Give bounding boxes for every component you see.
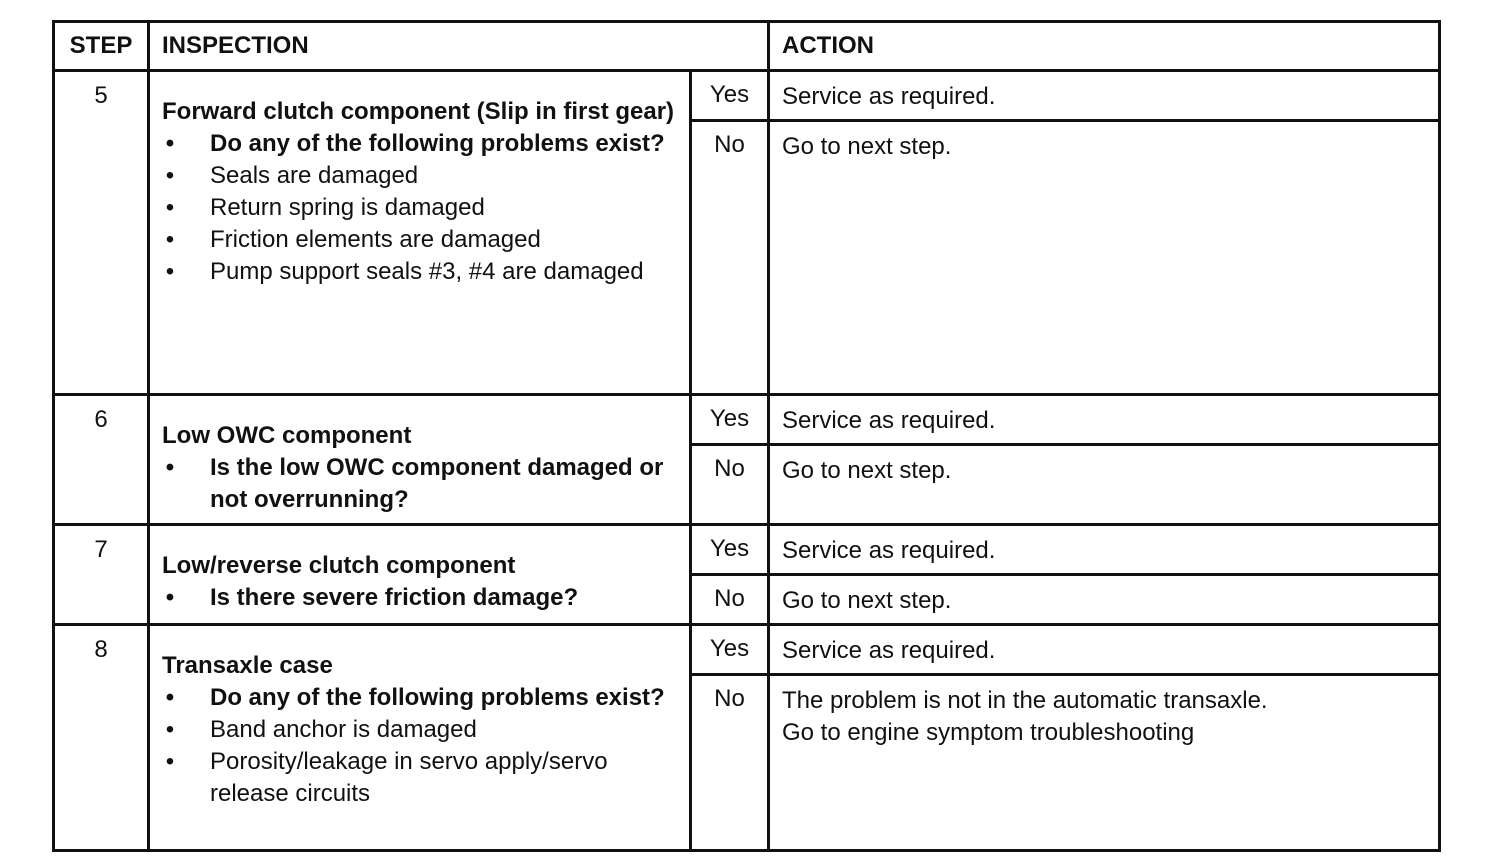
bullet-icon: • xyxy=(165,716,175,743)
no-action-line-2: Go to engine symptom troubleshooting xyxy=(782,719,1195,746)
header-action: ACTION xyxy=(769,22,1440,71)
no-label: No xyxy=(691,445,769,525)
step-number: 5 xyxy=(54,71,149,395)
yes-label: Yes xyxy=(691,71,769,121)
yes-label: Yes xyxy=(691,525,769,575)
step-number: 8 xyxy=(54,625,149,851)
bullet-icon: • xyxy=(165,684,175,711)
list-item: • Do any of the following problems exist? xyxy=(162,682,677,714)
inspection-list xyxy=(162,582,677,614)
no-action: Go to next step. xyxy=(769,445,1440,525)
bullet-icon: • xyxy=(165,226,175,253)
list-item: • Do any of the following problems exist? xyxy=(162,128,677,160)
no-action: Go to next step. xyxy=(769,121,1440,395)
inspection-cell xyxy=(149,71,691,395)
inspection-list xyxy=(162,452,677,516)
yes-label: Yes xyxy=(691,625,769,675)
step-number: 6 xyxy=(54,395,149,525)
no-label: No xyxy=(691,575,769,625)
inspection-cell xyxy=(149,625,691,851)
yes-action: Service as required. xyxy=(769,525,1440,575)
inspection-title: Transaxle case xyxy=(162,652,333,679)
step-number: 7 xyxy=(54,525,149,625)
list-item: • Is there severe friction damage? xyxy=(162,582,677,614)
header-inspection: INSPECTION xyxy=(149,22,769,71)
inspection-title: Low OWC component xyxy=(162,422,412,449)
list-item: • Pump support seals #3, #4 are damaged xyxy=(162,256,677,288)
yes-label: Yes xyxy=(691,395,769,445)
table-row xyxy=(54,625,1440,675)
bullet-icon: • xyxy=(165,454,175,481)
no-action: The problem is not in the automatic transaxle. xyxy=(782,687,1268,714)
table-row xyxy=(54,525,1440,575)
no-action-cell xyxy=(769,675,1440,851)
list-item: • Return spring is damaged xyxy=(162,192,677,224)
inspection-list xyxy=(162,682,677,810)
table-row xyxy=(54,395,1440,445)
list-item: • Friction elements are damaged xyxy=(162,224,677,256)
no-label: No xyxy=(691,675,769,851)
inspection-cell xyxy=(149,525,691,625)
no-label: No xyxy=(691,121,769,395)
list-item: • Seals are damaged xyxy=(162,160,677,192)
yes-action: Service as required. xyxy=(769,395,1440,445)
table-row xyxy=(54,71,1440,121)
bullet-icon: • xyxy=(165,258,175,285)
inspection-list xyxy=(162,128,677,288)
diagnostic-table xyxy=(52,20,1441,852)
bullet-icon: • xyxy=(165,748,175,775)
bullet-icon: • xyxy=(165,162,175,189)
bullet-icon: • xyxy=(165,584,175,611)
table-header-row xyxy=(54,22,1440,71)
yes-action: Service as required. xyxy=(769,71,1440,121)
header-step: STEP xyxy=(54,22,149,71)
inspection-title: Low/reverse clutch component xyxy=(162,552,516,579)
list-item: • Band anchor is damaged xyxy=(162,714,677,746)
bullet-icon: • xyxy=(165,130,175,157)
list-item: • Is the low OWC component damaged or not overrunning? xyxy=(162,452,677,516)
yes-action: Service as required. xyxy=(769,625,1440,675)
inspection-title: Forward clutch component (Slip in first gear) xyxy=(162,98,675,125)
no-action: Go to next step. xyxy=(769,575,1440,625)
bullet-icon: • xyxy=(165,194,175,221)
list-item: • Porosity/leakage in servo apply/servo release circuits xyxy=(162,746,677,810)
inspection-cell xyxy=(149,395,691,525)
